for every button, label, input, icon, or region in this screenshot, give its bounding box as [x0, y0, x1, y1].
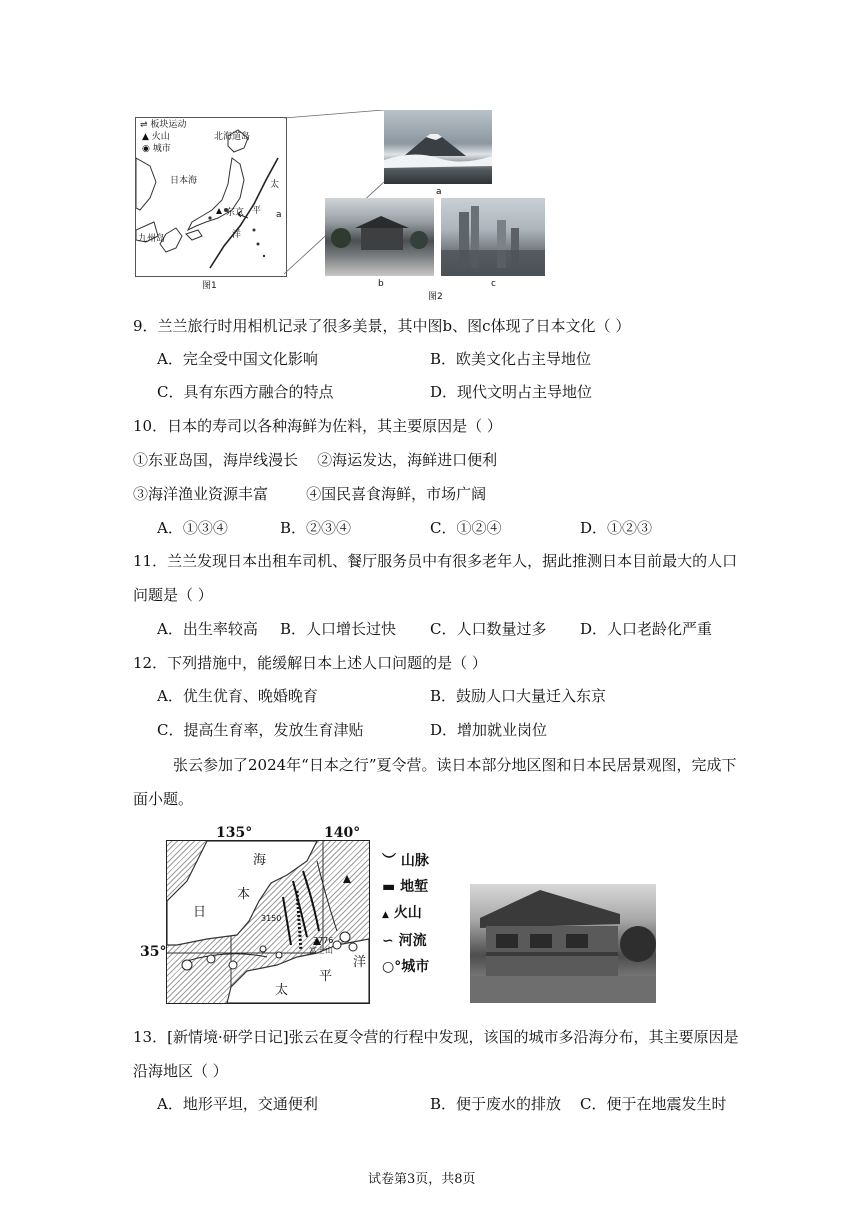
skyscraper-silhouette [441, 198, 545, 276]
graben-icon: ▬ [382, 879, 396, 895]
legend-volcano: ▲ 火山 [142, 132, 170, 142]
q11-option-b: B．人口增长过快 [280, 620, 397, 638]
label-tokyo: 东京 [226, 208, 245, 218]
photo-a-mount-fuji [384, 110, 492, 184]
q10-option-a: A．①③④ [157, 519, 228, 537]
river-icon: ∽ [382, 933, 394, 949]
label-a: a [276, 210, 282, 220]
photo-b-temple [325, 198, 434, 276]
label-ping: 平 [252, 206, 262, 216]
label-hokkaido: 北海道岛 [214, 132, 251, 142]
q13-option-a: A．地形平坦，交通便利 [157, 1095, 318, 1113]
q10-option-b: B．②③④ [280, 519, 352, 537]
map-word-hai: 海 [253, 853, 267, 868]
q11-stem-line1: 11．兰兰发现日本出租车司机、餐厅服务员中有很多老年人，据此推测日本目前最大的人口 [133, 552, 738, 570]
city-icon: ○° [382, 959, 402, 975]
q10-stem: 10．日本的寿司以各种海鲜为佐料，其主要原因是（ ） [133, 417, 502, 435]
label-yang: 洋 [232, 230, 242, 240]
photo-c-label: c [491, 279, 496, 289]
elevation-3150: 3150 [261, 914, 282, 923]
q13-option-c: C．便于在地震发生时 [580, 1095, 727, 1113]
plate-motion-icon: ⇌ [140, 120, 148, 130]
mountain-silhouette [384, 110, 492, 184]
figure2-caption: 图2 [428, 292, 443, 302]
q12-option-d: D．增加就业岗位 [430, 721, 548, 739]
q10-statements-1: ①东亚岛国，海岸线漫长 ②海运发达，海鲜进口便利 [133, 451, 498, 469]
q12-option-a: A．优生优育、晚婚晚育 [157, 687, 318, 705]
temple-silhouette [325, 198, 434, 276]
longitude-140: 140° [324, 825, 361, 841]
q12-option-b: B．鼓励人口大量迁入东京 [430, 687, 607, 705]
q9-option-c: C．具有东西方融合的特点 [157, 383, 334, 401]
elevation-3776: 3776 [313, 936, 334, 945]
q11-option-d: D．人口老龄化严重 [580, 620, 713, 638]
label-fuji: 富士山 [309, 946, 333, 955]
house-silhouette [470, 884, 656, 1003]
legend-graben: ▬ 地堑 [382, 879, 429, 895]
longitude-135: 135° [216, 825, 253, 841]
latitude-35: 35° [140, 944, 167, 960]
q9-stem: 9．兰兰旅行时用相机记录了很多美景，其中图b、图c体现了日本文化（ ） [133, 317, 631, 335]
q10-option-c: C．①②④ [430, 519, 502, 537]
volcano-icon: ▲ [142, 132, 149, 142]
figure3-legend [382, 848, 452, 980]
intro-line1: 张云参加了2024年“日本之行”夏令营。读日本部分地区图和日本民居景观图，完成下 [173, 756, 737, 774]
q13-stem-line1: 13．[新情境·研学日记]张云在夏令营的行程中发现，该国的城市多沿海分布，其主要原因是 [133, 1028, 739, 1046]
legend-plate-motion: ⇌ 板块运动 [140, 120, 187, 130]
intro-line2: 面小题。 [133, 790, 194, 808]
photo-c-city [441, 198, 545, 276]
legend-river: ∽ 河流 [382, 933, 427, 949]
q13-option-b: B．便于废水的排放 [430, 1095, 562, 1113]
figure3-map [166, 840, 370, 1004]
photo-b-label: b [378, 279, 384, 289]
photo-japanese-house [470, 884, 656, 1003]
q11-stem-line2: 问题是（ ） [133, 586, 213, 604]
map-word-ri: 日 [193, 905, 207, 920]
mountain-range-icon: ︶ [382, 853, 396, 869]
map-word-yang: 洋 [353, 955, 367, 970]
q11-option-a: A．出生率较高 [157, 620, 258, 638]
legend-volcano: ▲ 火山 [382, 905, 422, 921]
q12-option-c: C．提高生育率，发放生育津贴 [157, 721, 364, 739]
q10-statements-2: ③海洋渔业资源丰富 ④国民喜食海鲜，市场广阔 [133, 485, 487, 503]
label-tai: 太 [270, 180, 280, 190]
q11-option-c: C．人口数量过多 [430, 620, 547, 638]
q13-stem-line2: 沿海地区（ ） [133, 1062, 228, 1080]
map-word-ben: 本 [237, 887, 251, 902]
figure1-caption: 图1 [202, 281, 217, 291]
q9-option-b: B．欧美文化占主导地位 [430, 350, 592, 368]
q9-option-a: A．完全受中国文化影响 [157, 350, 318, 368]
map-word-tai: 太 [275, 983, 289, 998]
map-word-ping: 平 [319, 969, 333, 984]
photo-a-label: a [436, 187, 442, 197]
label-kyushu: 九州岛 [138, 234, 166, 244]
q9-option-d: D．现代文明占主导地位 [430, 383, 593, 401]
figure1-map [135, 117, 287, 277]
volcano-icon: ▲ [382, 910, 389, 920]
page-footer: 试卷第3页，共8页 [368, 1172, 476, 1187]
legend-city: ○°城市 [382, 959, 430, 975]
q10-option-d: D．①②③ [580, 519, 653, 537]
label-sea-of-japan: 日本海 [170, 176, 198, 186]
legend-city: ◉ 城市 [142, 144, 171, 154]
legend-mountain: ︶ 山脉 [382, 853, 429, 869]
q12-stem: 12．下列措施中，能缓解日本上述人口问题的是（ ） [133, 654, 487, 672]
city-icon: ◉ [142, 144, 150, 154]
